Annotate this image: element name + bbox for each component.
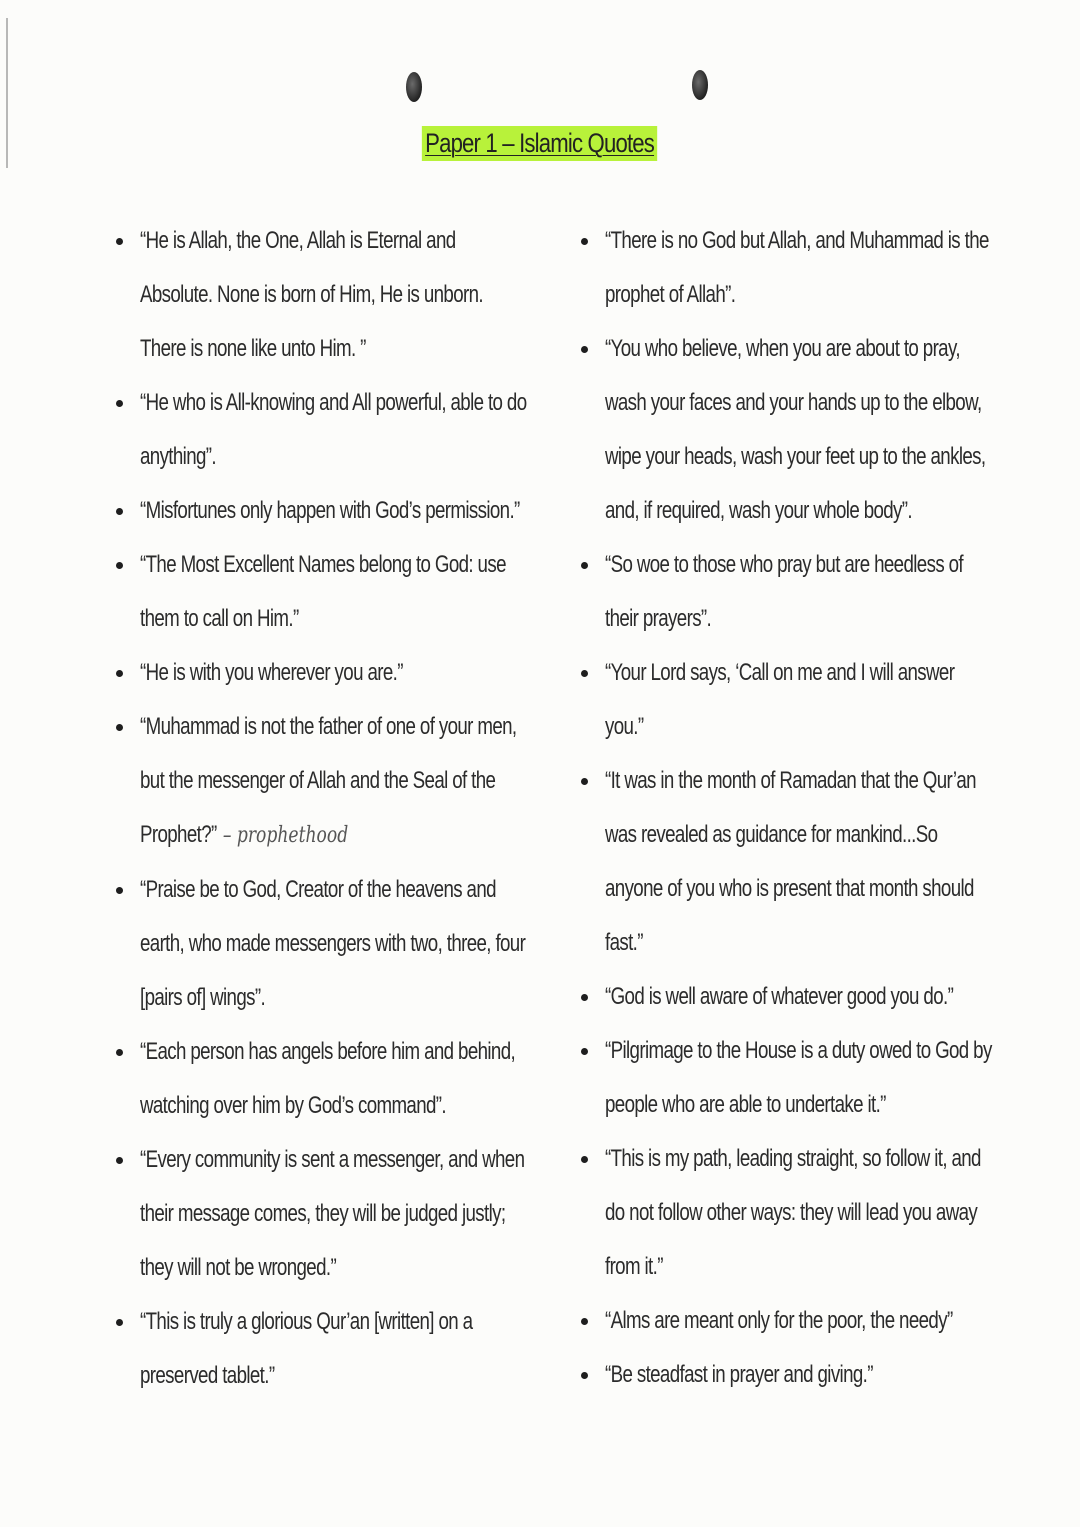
quote-text: “He who is All-knowing and All powerful, able to do anything”.: [140, 389, 527, 470]
bullet-icon: [116, 724, 123, 731]
quote-text: “Be steadfast in prayer and giving.”: [605, 1361, 873, 1388]
quote-text: “It was in the month of Ramadan that the Qur’an was revealed as guidance for mankind...So anyone of you who is present that month should fast.”: [605, 767, 976, 956]
quote-item: [110, 1133, 530, 1295]
quote-text: “He is with you wherever you are.”: [140, 659, 403, 686]
quote-text: “You who believe, when you are about to pray, wash your faces and your hands up to the elbow, wipe your heads, wash your feet up to the ankles, and, if required, wash your whole body”.: [605, 335, 986, 524]
bullet-icon: [581, 238, 588, 245]
left-column: [110, 214, 530, 1403]
quote-text: “So woe to those who pray but are heedless of their prayers”.: [605, 551, 963, 632]
quote-text: “This is truly a glorious Qur’an [written] on a preserved tablet.”: [140, 1308, 473, 1389]
bullet-icon: [581, 1048, 588, 1055]
bullet-icon: [116, 670, 123, 677]
quote-item: [110, 1295, 530, 1403]
quote-text: “God is well aware of whatever good you do.”: [605, 983, 954, 1010]
quote-text: “Every community is sent a messenger, and when their message comes, they will be judged justly; they will not be wronged.”: [140, 1146, 525, 1281]
quote-item: [110, 863, 530, 1025]
bullet-icon: [116, 400, 123, 407]
quote-item: [110, 484, 530, 538]
quote-text: “This is my path, leading straight, so follow it, and do not follow other ways: they will lead you away from it.”: [605, 1145, 981, 1280]
quote-item: [575, 646, 995, 754]
quote-text: “Praise be to God, Creator of the heavens and earth, who made messengers with two, three, four [pairs of] wings”.: [140, 876, 526, 1011]
quote-text-main: “Muhammad is not the father of one of your men, but the messenger of Allah and the Seal of the Prophet?”: [140, 713, 517, 848]
punch-hole-right: [692, 70, 708, 100]
quote-text: [140, 700, 529, 863]
punch-hole-left: [406, 72, 422, 102]
bullet-icon: [116, 238, 123, 245]
bullet-icon: [116, 562, 123, 569]
bullet-icon: [581, 994, 588, 1001]
bullet-icon: [116, 508, 123, 515]
quote-text: “The Most Excellent Names belong to God: use them to call on Him.”: [140, 551, 506, 632]
quote-text: “Alms are meant only for the poor, the needy”: [605, 1307, 953, 1334]
handwritten-annotation: – prophethood: [222, 823, 349, 848]
title-wrap: [0, 126, 1080, 161]
bullet-icon: [581, 1156, 588, 1163]
bullet-icon: [116, 887, 123, 894]
left-quote-list: [110, 214, 530, 1403]
quote-item: [575, 1024, 995, 1132]
bullet-icon: [581, 670, 588, 677]
bullet-icon: [581, 1318, 588, 1325]
quote-item: [575, 1348, 995, 1402]
bullet-icon: [116, 1157, 123, 1164]
bullet-icon: [116, 1319, 123, 1326]
quote-item: [110, 646, 530, 700]
quote-item: [110, 214, 530, 376]
quote-item: [575, 1132, 995, 1294]
quote-item: [110, 538, 530, 646]
quote-text: “He is Allah, the One, Allah is Eternal and Absolute. None is born of Him, He is unborn. There is none like unto Him. ”: [140, 227, 483, 362]
quote-text: “Each person has angels before him and behind, watching over him by God’s command”.: [140, 1038, 516, 1119]
bullet-icon: [581, 778, 588, 785]
bullet-icon: [581, 1372, 588, 1379]
quote-item: [110, 700, 530, 863]
quote-text: “There is no God but Allah, and Muhammad is the prophet of Allah”.: [605, 227, 989, 308]
bullet-icon: [581, 346, 588, 353]
quote-text: “Misfortunes only happen with God’s permission.”: [140, 497, 520, 524]
right-quote-list: [575, 214, 995, 1402]
bullet-icon: [116, 1049, 123, 1056]
right-column: [575, 214, 995, 1402]
quote-item: [110, 1025, 530, 1133]
quote-item: [575, 970, 995, 1024]
quote-text: “Your Lord says, ‘Call on me and I will answer you.”: [605, 659, 955, 740]
quote-text: “Pilgrimage to the House is a duty owed to God by people who are able to undertake it.”: [605, 1037, 992, 1118]
page-title: Paper 1 – Islamic Quotes: [422, 126, 657, 161]
quote-item: [575, 754, 995, 970]
bullet-icon: [581, 562, 588, 569]
quote-item: [110, 376, 530, 484]
quote-item: [575, 538, 995, 646]
quote-item: [575, 322, 995, 538]
quote-item: [575, 214, 995, 322]
quote-item: [575, 1294, 995, 1348]
